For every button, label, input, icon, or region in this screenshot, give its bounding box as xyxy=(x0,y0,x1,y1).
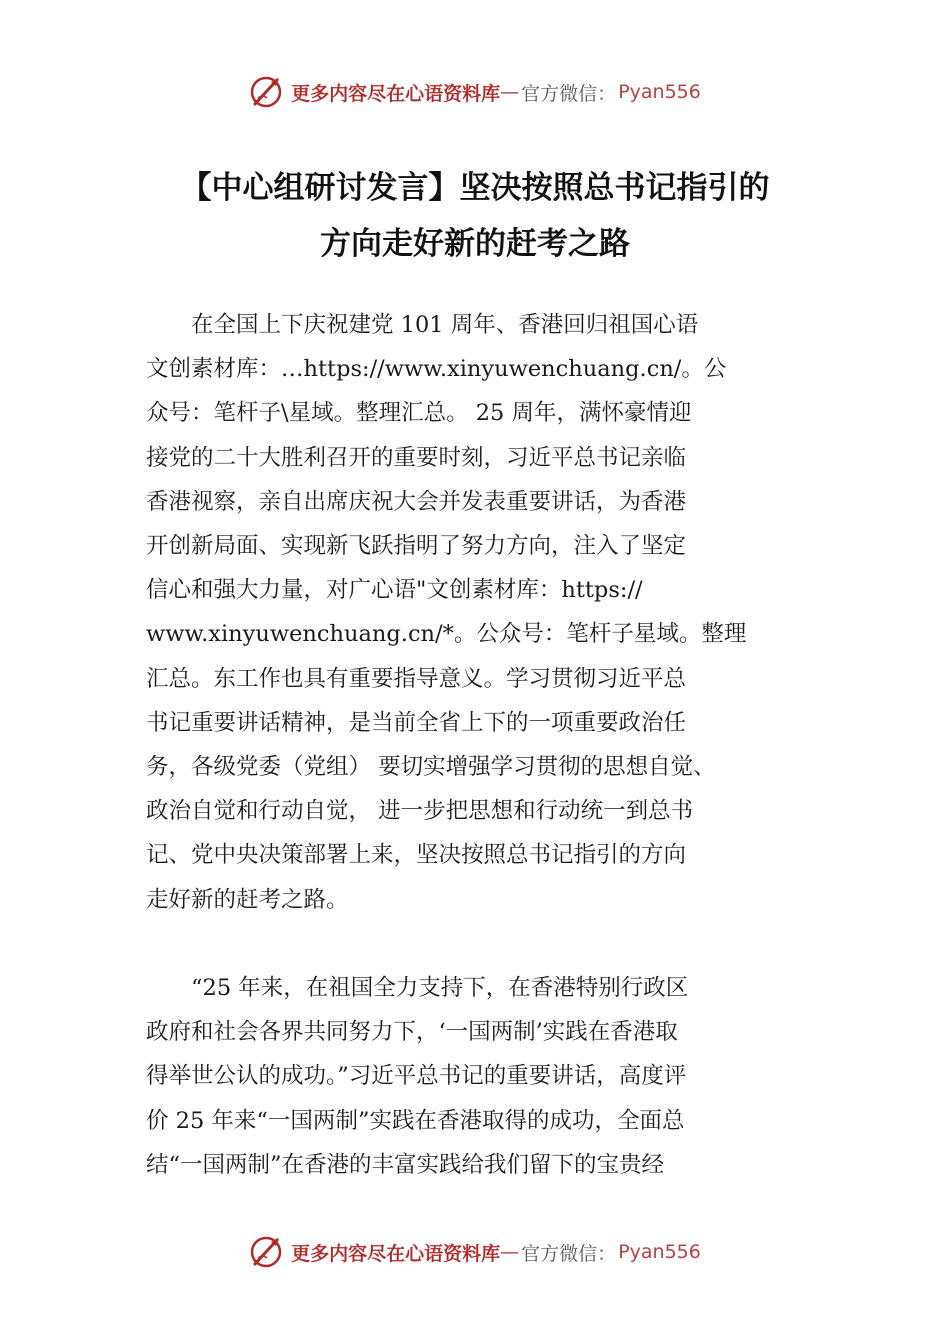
paragraph-line: 政府和社会各界共同努力下，‘一国两制’实践在香港取 xyxy=(146,1019,678,1046)
paragraph-2 xyxy=(146,966,826,1187)
paragraph-line: 得举世公认的成功。”习近平总书记的重要讲话，高度评 xyxy=(146,1063,687,1090)
pen-logo-icon xyxy=(249,1234,285,1270)
banner-wechat-label: 官方微信： xyxy=(521,1242,617,1265)
paragraph-line: 记、党中央决策部署上来，坚决按照总书记指引的方向 xyxy=(146,842,687,869)
pen-logo-icon xyxy=(249,74,285,110)
title-line-1: 【中心组研讨发言】坚决按照总书记指引的 xyxy=(180,170,770,206)
paragraph-line: 务，各级党委（党组） 要切实增强学习贯彻的思想自觉、 xyxy=(146,754,716,781)
title-line-2: 方向走好新的赶考之路 xyxy=(320,226,630,262)
paragraph-line: www.xinyuwenchuang.cn/*。公众号：笔杆子星域。整理 xyxy=(146,621,747,648)
paragraph-line: 文创素材库：…https://www.xinyuwenchuang.cn/。公 xyxy=(146,356,727,383)
footer-banner xyxy=(0,1232,950,1272)
banner-wechat-id: Pyan556 xyxy=(618,1241,701,1263)
banner-separator: — xyxy=(500,1241,520,1263)
banner-brand: 更多内容尽在心语资料库 xyxy=(291,1242,501,1265)
paragraph-line: 书记重要讲话精神，是当前全省上下的一项重要政治任 xyxy=(146,709,687,736)
document-title xyxy=(110,160,840,272)
paragraph-1 xyxy=(146,303,826,922)
paragraph-line: 信心和强大力量，对广心语"文创素材库：https:// xyxy=(146,577,643,604)
paragraph-line: 众号：笔杆子\星域。整理汇总。 25 周年，满怀豪情迎 xyxy=(146,400,692,427)
paragraph-line: 接党的二十大胜利召开的重要时刻，习近平总书记亲临 xyxy=(146,444,687,471)
banner-separator: — xyxy=(500,81,520,103)
paragraph-line: “25 年来，在祖国全力支持下，在香港特别行政区 xyxy=(146,975,689,1001)
paragraph-line: 汇总。东工作也具有重要指导意义。学习贯彻习近平总 xyxy=(146,665,687,692)
header-banner xyxy=(0,72,950,112)
banner-wechat-id: Pyan556 xyxy=(618,81,701,103)
paragraph-line: 政治自觉和行动自觉， 进一步把思想和行动统一到总书 xyxy=(146,798,694,825)
paragraph-line: 结“一国两制”在香港的丰富实践给我们留下的宝贵经 xyxy=(146,1151,665,1178)
paragraph-line: 价 25 年来“一国两制”实践在香港取得的成功，全面总 xyxy=(146,1107,685,1134)
paragraph-line: 走好新的赶考之路。 xyxy=(146,886,349,913)
banner-wechat-label: 官方微信： xyxy=(521,82,617,105)
paragraph-line: 香港视察，亲自出席庆祝大会并发表重要讲话，为香港 xyxy=(146,488,687,515)
banner-brand: 更多内容尽在心语资料库 xyxy=(291,82,501,105)
paragraph-line: 在全国上下庆祝建党 101 周年、香港回归祖国心语 xyxy=(146,312,699,338)
paragraph-line: 开创新局面、实现新飞跃指明了努力方向，注入了坚定 xyxy=(146,533,687,560)
